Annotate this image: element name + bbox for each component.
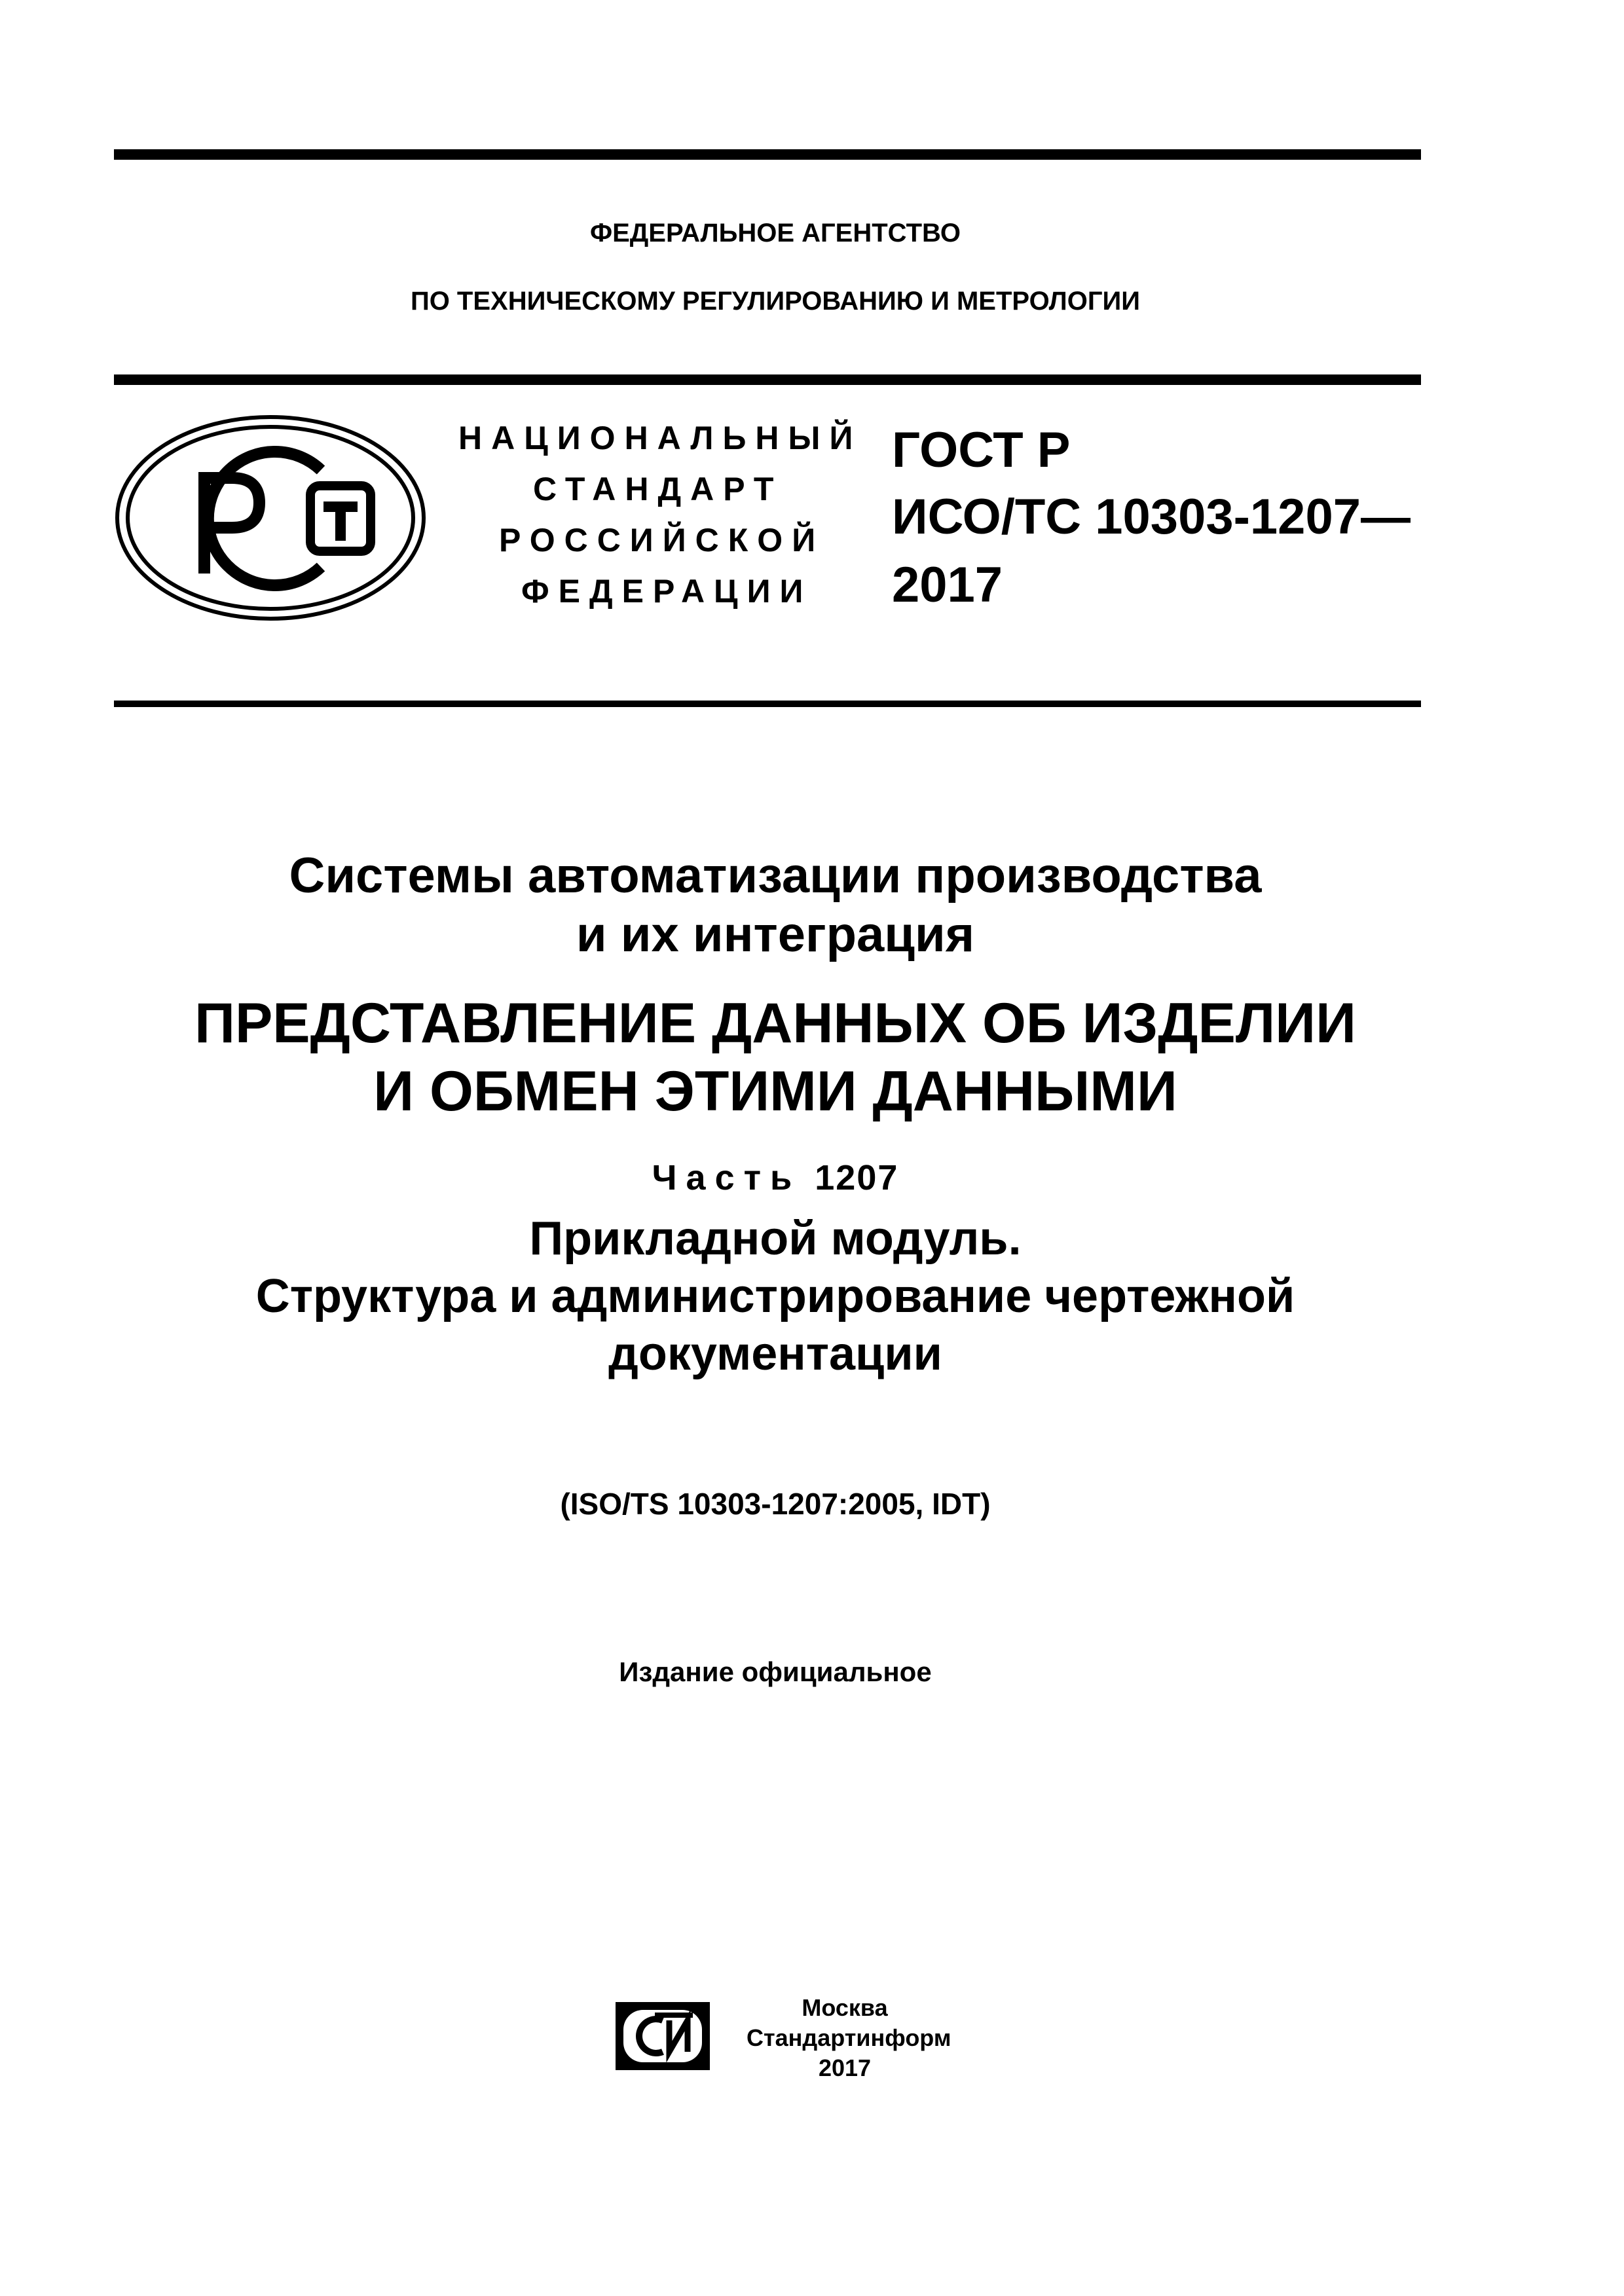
part-number-value: 1207 xyxy=(815,1158,899,1197)
standard-type-line-2: СТАНДАРТ xyxy=(533,471,783,507)
identical-to: (ISO/TS 10303-1207:2005, IDT) xyxy=(560,1487,991,1521)
rst-conformity-mark-icon xyxy=(113,412,428,623)
series-title-line-1: Системы автоматизации производства xyxy=(289,848,1262,903)
edition-note: Издание официальное xyxy=(619,1656,932,1687)
main-title-line-2: И ОБМЕН ЭТИМИ ДАННЫМИ xyxy=(373,1060,1177,1123)
publisher-city: Москва xyxy=(802,1994,888,2021)
part-title-line-2: Структура и администрирование чертежной xyxy=(255,1270,1295,1322)
designation-line-2: ИСО/ТС 10303-1207— xyxy=(892,489,1411,545)
agency-line-2: ПО ТЕХНИЧЕСКОМУ РЕГУЛИРОВАНИЮ И МЕТРОЛОГИИ xyxy=(410,287,1141,316)
designation-line-3: 2017 xyxy=(892,557,1003,613)
publisher-name: Стандартинформ xyxy=(747,2024,951,2051)
top-rule xyxy=(114,149,1421,160)
standartinform-logo-icon xyxy=(614,2001,711,2071)
designation-rule xyxy=(114,701,1421,707)
part-title-line-3: документации xyxy=(608,1328,942,1380)
standard-type-line-3: РОССИЙСКОЙ xyxy=(499,522,825,558)
main-title-line-1: ПРЕДСТАВЛЕНИЕ ДАННЫХ ОБ ИЗДЕЛИИ xyxy=(194,992,1356,1055)
standard-type-line-4: ФЕДЕРАЦИИ xyxy=(521,573,813,610)
part-title-line-1: Прикладной модуль. xyxy=(529,1212,1022,1265)
part-number xyxy=(114,1157,1437,1198)
agency-line-1: ФЕДЕРАЛЬНОЕ АГЕНТСТВО xyxy=(589,219,961,247)
part-label: Часть xyxy=(652,1158,802,1197)
header-rule xyxy=(114,374,1421,385)
designation-line-1: ГОСТ Р xyxy=(892,422,1071,478)
series-title-line-2: и их интеграция xyxy=(576,907,975,962)
standard-type-line-1: НАЦИОНАЛЬНЫЙ xyxy=(458,420,862,456)
publisher-year: 2017 xyxy=(818,2054,872,2081)
